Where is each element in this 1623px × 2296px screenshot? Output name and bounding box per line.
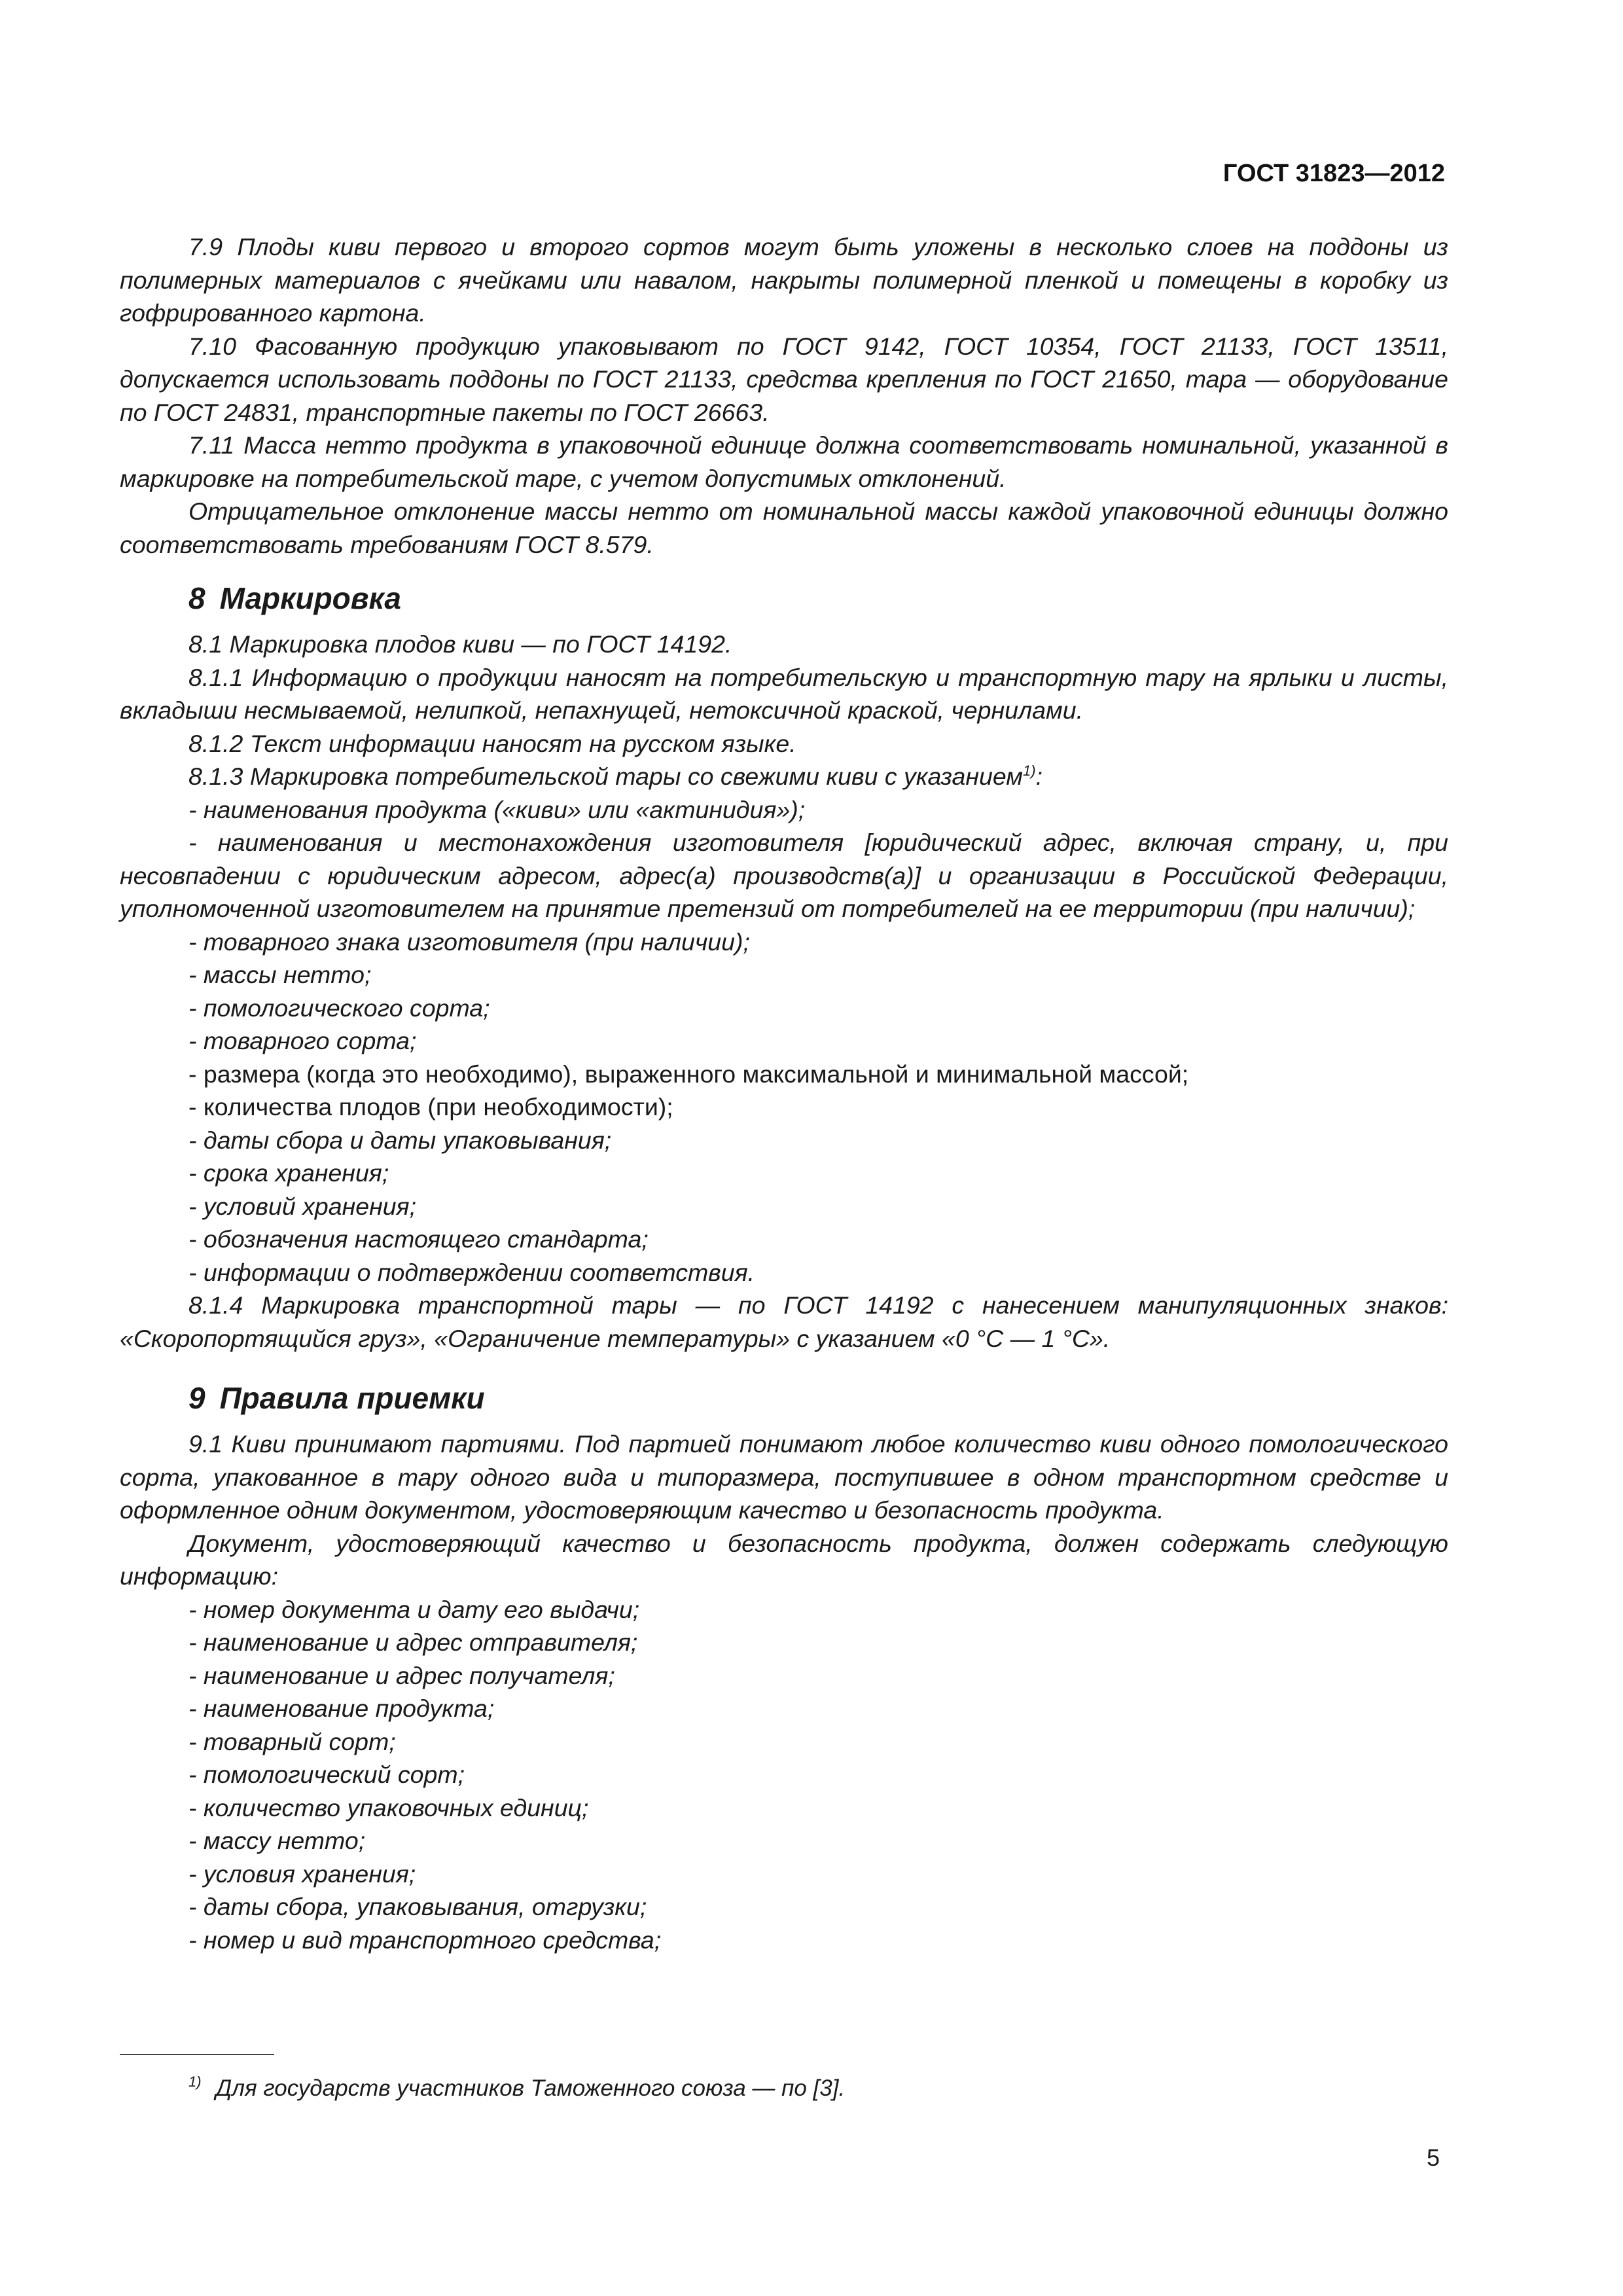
page-content	[120, 230, 1448, 1956]
paragraph-7-11-deviation: Отрицательное отклонение массы нетто от номинальной массы каждой упаковочной единицы должно соответствовать требованиям ГОСТ 8.579.	[120, 497, 1448, 558]
paragraph-8-1-3	[120, 760, 1448, 793]
section-9-number: 9	[188, 1381, 205, 1415]
paragraph-9-1-document: Документ, удостоверяющий качество и безопасность продукта, должен содержать следующую информацию:	[120, 1529, 1448, 1590]
list-item: - условия хранения;	[188, 1859, 416, 1888]
footnote	[188, 2066, 845, 2104]
list-item: - наименования продукта («киви» или «актинидия»);	[188, 795, 806, 823]
list-item: - помологический сорт;	[188, 1761, 465, 1788]
list-item: - даты сбора, упаковывания, отгрузки;	[188, 1893, 647, 1920]
paragraph-8-1-3-colon: :	[1035, 762, 1043, 790]
footnote-text: Для государств участников Таможенного союза — по [3].	[215, 2075, 846, 2101]
list-item: - даты сбора и даты упаковывания;	[188, 1126, 612, 1154]
list-item: - наименование и адрес отправителя;	[188, 1628, 638, 1656]
footnote-reference: 1)	[1023, 762, 1036, 779]
list-item: - номер и вид транспортного средства;	[188, 1926, 662, 1954]
list-item: - товарный сорт;	[188, 1727, 396, 1755]
section-8-title: Маркировка	[219, 581, 402, 615]
list-item: - размера (когда это необходимо), выраженного максимальной и минимальной массой;	[188, 1060, 1189, 1088]
paragraph-8-1-1: 8.1.1 Информацию о продукции наносят на потребительскую и транспортную тару на ярлыки и листы, вкладыши несмываемой, нелипкой, непахнущей, нетоксичной краской, чернилами.	[120, 663, 1448, 724]
paragraph-8-1-3-text: 8.1.3 Маркировка потребительской тары со свежими киви с указанием	[188, 762, 1023, 790]
paragraph-7-10: 7.10 Фасованную продукцию упаковывают по ГОСТ 9142, ГОСТ 10354, ГОСТ 21133, ГОСТ 13511, допускается использовать поддоны по ГОСТ 21133, средства крепления по ГОСТ 21650, тара — оборудование по ГОСТ 24831, транспортные пакеты по ГОСТ 26663.	[120, 332, 1448, 426]
list-item: - информации о подтверждении соответствия.	[188, 1258, 755, 1286]
list-item: - срока хранения;	[188, 1159, 389, 1187]
list-item: - массу нетто;	[188, 1827, 366, 1854]
paragraph-9-1: 9.1 Киви принимают партиями. Под партией понимают любое количество киви одного помологического сорта, упакованное в тару одного вида и типоразмера, поступившее в одном транспортном средстве и оформленное одним документом, удостоверяющим качество и безопасность продукта.	[120, 1430, 1448, 1524]
paragraph-8-1: 8.1 Маркировка плодов киви — по ГОСТ 14192.	[188, 630, 732, 658]
paragraph-8-1-4: 8.1.4 Маркировка транспортной тары — по ГОСТ 14192 с нанесением манипуляционных знаков: «Скоропортящийся груз», «Ограничение температуры» с указанием «0 °С — 1 °С».	[120, 1291, 1448, 1352]
list-item: - обозначения настоящего стандарта;	[188, 1225, 649, 1253]
list-item: - товарного знака изготовителя (при наличии);	[188, 927, 750, 956]
paragraph-8-1-2: 8.1.2 Текст информации наносят на русском языке.	[188, 729, 796, 757]
list-item: - количество упаковочных единиц;	[188, 1793, 589, 1821]
list-item: - количества плодов (при необходимости);	[188, 1093, 673, 1121]
paragraph-7-11: 7.11 Масса нетто продукта в упаковочной единице должна соответствовать номинальной, указанной в маркировке на потребительской таре, с учетом допустимых отклонений.	[120, 431, 1448, 492]
footnote-divider	[120, 2054, 274, 2055]
footnote-mark: 1)	[188, 2073, 202, 2090]
document-id: ГОСТ 31823—2012	[1222, 160, 1445, 187]
list-item: - условий хранения;	[188, 1192, 417, 1220]
section-8-number: 8	[188, 581, 205, 615]
list-item: - номер документа и дату его выдачи;	[188, 1595, 640, 1623]
list-item: - наименование и адрес получателя;	[188, 1661, 615, 1689]
document-header	[1223, 160, 1445, 188]
list-item: - товарного сорта;	[188, 1027, 417, 1054]
page-number: 5	[1426, 2144, 1440, 2171]
list-item: - наименования и местонахождения изготовителя [юридический адрес, включая страну, и, при несовпадении с юридическим адресом, адрес(а) производств(а)] и организации в Российской Федерации, уполномоченной изготовителем на принятие претензий от потребителей на ее территории (при наличии);	[120, 829, 1448, 922]
list-item: - наименование продукта;	[188, 1695, 495, 1722]
section-9-title: Правила приемки	[219, 1381, 485, 1415]
list-item: - массы нетто;	[188, 961, 372, 988]
list-item: - помологического сорта;	[188, 994, 490, 1022]
paragraph-7-9: 7.9 Плоды киви первого и второго сортов могут быть уложены в несколько слоев на поддоны из полимерных материалов с ячейками или навалом, накрыты полимерной пленкой и помещены в коробку из гофрированного картона.	[120, 233, 1448, 327]
section-9-heading	[188, 1378, 1448, 1418]
section-8-heading	[188, 579, 1448, 618]
